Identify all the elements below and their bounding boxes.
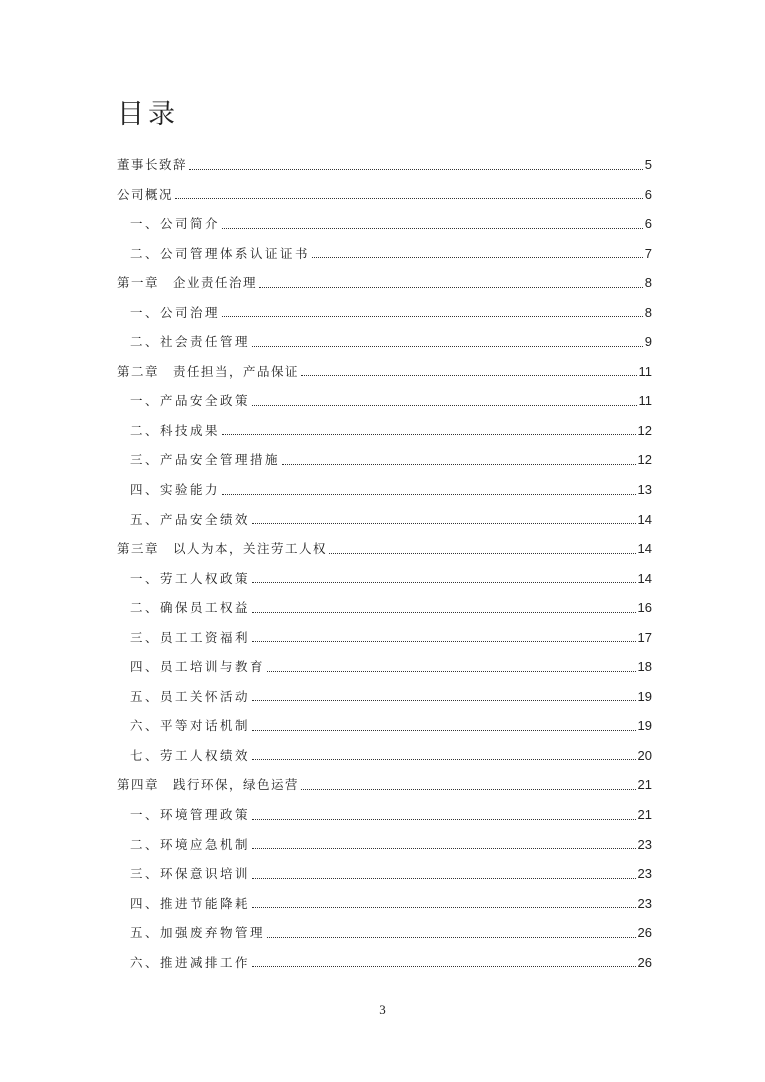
- dot-leader: [222, 228, 643, 229]
- toc-entry-page: 13: [637, 482, 652, 497]
- toc-section-entry[interactable]: [117, 682, 652, 712]
- toc-entry-label: 一、劳工人权政策: [130, 570, 251, 586]
- toc-section-entry[interactable]: [117, 889, 652, 919]
- toc-entry-page: 23: [637, 866, 652, 882]
- dot-leader: [252, 582, 636, 583]
- toc-entry-page: 8: [644, 304, 652, 320]
- dot-leader: [252, 405, 636, 406]
- toc-entry-page: 12: [637, 452, 652, 468]
- toc-entry-page: 9: [644, 334, 652, 350]
- toc-entry-page: 11: [638, 393, 652, 409]
- dot-leader: [301, 789, 636, 790]
- toc-entry-page: 7: [644, 245, 652, 261]
- toc-entry-label: 董事长致辞: [117, 156, 188, 172]
- toc-entry-label: 公司概况: [117, 186, 174, 202]
- toc-section-entry[interactable]: [117, 830, 652, 860]
- toc-section-entry[interactable]: [117, 209, 652, 239]
- toc-entry-page: 19: [637, 688, 652, 704]
- toc-entry-page: 23: [637, 836, 652, 852]
- toc-entry-page: 6: [644, 186, 652, 202]
- toc-section-entry[interactable]: [117, 327, 652, 357]
- dot-leader: [189, 169, 643, 170]
- toc-entry-page: 21: [637, 807, 652, 823]
- dot-leader: [222, 316, 643, 317]
- toc-entry-page: 8: [644, 275, 652, 291]
- toc-title: 目录: [117, 99, 179, 130]
- toc-entry-label: 一、环境管理政策: [130, 807, 251, 823]
- toc-section-entry[interactable]: [117, 445, 652, 475]
- dot-leader: [252, 878, 636, 879]
- dot-leader: [252, 346, 643, 347]
- dot-leader: [282, 464, 636, 465]
- toc-entry-label: 第三章 以人为本，关注劳工人权: [117, 541, 328, 557]
- toc-entry-label: 四、推进节能降耗: [130, 895, 251, 911]
- dot-leader: [329, 553, 636, 554]
- dot-leader: [252, 641, 636, 642]
- toc-section-entry[interactable]: [117, 564, 652, 594]
- toc-entry-page: 11: [638, 363, 652, 379]
- toc-entry-label: 一、公司治理: [130, 304, 221, 320]
- toc-entry-label: 第一章 企业责任治理: [117, 275, 258, 291]
- toc-entry-page: 17: [637, 629, 652, 645]
- toc-entry-label: 第四章 践行环保，绿色运营: [117, 777, 300, 793]
- toc-entry-page: 18: [637, 659, 652, 675]
- toc-section-entry[interactable]: [117, 386, 652, 416]
- toc-entry-label: 五、员工关怀活动: [130, 688, 251, 704]
- toc-entry-label: 七、劳工人权绩效: [130, 747, 251, 763]
- toc-section-entry[interactable]: [117, 918, 652, 948]
- toc-entry-label: 二、确保员工权益: [130, 600, 251, 616]
- dot-leader: [222, 494, 636, 495]
- toc-section-entry[interactable]: [117, 741, 652, 771]
- toc-entry-page: 26: [637, 925, 652, 941]
- toc-section-entry[interactable]: [117, 652, 652, 682]
- toc-entry-label: 三、员工工资福利: [130, 629, 251, 645]
- toc-entry-page: 16: [637, 600, 652, 616]
- toc-section-entry[interactable]: [117, 593, 652, 623]
- toc-chapter-entry[interactable]: [117, 150, 652, 180]
- dot-leader: [252, 966, 636, 967]
- toc-section-entry[interactable]: [117, 623, 652, 653]
- toc-chapter-entry[interactable]: [117, 180, 652, 210]
- toc-section-entry[interactable]: [117, 948, 652, 978]
- toc-entry-label: 二、科技成果: [130, 422, 221, 438]
- dot-leader: [252, 700, 636, 701]
- toc-chapter-entry[interactable]: [117, 534, 652, 564]
- toc-entry-label: 一、产品安全政策: [130, 393, 251, 409]
- toc-entry-page: 6: [644, 216, 652, 232]
- dot-leader: [252, 907, 636, 908]
- toc-entry-page: 20: [637, 747, 652, 763]
- toc-entry-label: 五、加强废弃物管理: [130, 925, 266, 941]
- dot-leader: [252, 523, 636, 524]
- dot-leader: [175, 198, 643, 199]
- dot-leader: [301, 375, 636, 376]
- toc-section-entry[interactable]: [117, 416, 652, 446]
- dot-leader: [267, 937, 636, 938]
- toc-section-entry[interactable]: [117, 505, 652, 535]
- toc-entry-page: 21: [637, 777, 652, 793]
- toc-entry-label: 一、公司简介: [130, 216, 221, 232]
- toc-entry-page: 23: [637, 895, 652, 911]
- dot-leader: [259, 287, 643, 288]
- toc-section-entry[interactable]: [117, 711, 652, 741]
- toc-entry-label: 二、社会责任管理: [130, 334, 251, 350]
- dot-leader: [312, 257, 643, 258]
- toc-section-entry[interactable]: [117, 800, 652, 830]
- dot-leader: [252, 612, 636, 613]
- dot-leader: [252, 730, 636, 731]
- dot-leader: [222, 434, 636, 435]
- dot-leader: [267, 671, 636, 672]
- dot-leader: [252, 848, 636, 849]
- toc-entry-page: 14: [637, 570, 652, 586]
- toc-entry-page: 26: [637, 954, 652, 970]
- toc-section-entry[interactable]: [117, 475, 652, 505]
- toc-entry-label: 六、推进减排工作: [130, 954, 251, 970]
- toc-section-entry[interactable]: [117, 859, 652, 889]
- toc-entry-label: 第二章 责任担当，产品保证: [117, 363, 300, 379]
- dot-leader: [252, 819, 636, 820]
- dot-leader: [252, 759, 636, 760]
- toc-entry-label: 六、平等对话机制: [130, 718, 251, 734]
- toc-chapter-entry[interactable]: [117, 268, 652, 298]
- toc-chapter-entry[interactable]: [117, 770, 652, 800]
- toc-section-entry[interactable]: [117, 298, 652, 328]
- toc-entry-page: 5: [644, 156, 652, 172]
- toc-entry-page: 14: [637, 511, 652, 527]
- toc-entry-label: 三、环保意识培训: [130, 866, 251, 882]
- toc-entry-label: 五、产品安全绩效: [130, 511, 251, 527]
- page-number: 3: [379, 1002, 386, 1017]
- toc-entry-label: 二、公司管理体系认证证书: [130, 245, 311, 261]
- toc-entry-label: 三、产品安全管理措施: [130, 452, 281, 468]
- toc-section-entry[interactable]: [117, 239, 652, 269]
- toc-entry-label: 二、环境应急机制: [130, 836, 251, 852]
- toc-entry-page: 14: [637, 541, 652, 557]
- toc-entry-page: 12: [637, 422, 652, 438]
- toc-entry-label: 四、员工培训与教育: [130, 659, 266, 675]
- toc-chapter-entry[interactable]: [117, 357, 652, 387]
- toc-entry-label: 四、实验能力: [130, 482, 221, 497]
- table-of-contents: [117, 150, 652, 977]
- toc-entry-page: 19: [637, 718, 652, 734]
